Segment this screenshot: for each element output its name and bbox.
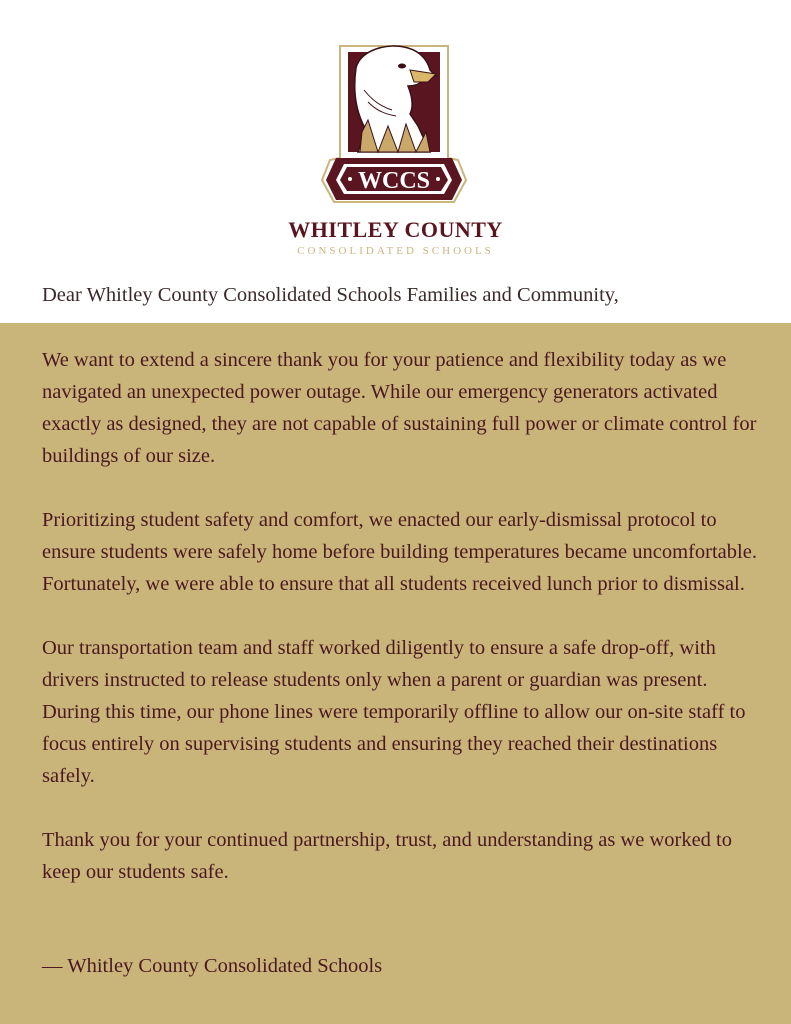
- logo-initials: WCCS: [357, 168, 431, 194]
- paragraph: Prioritizing student safety and comfort, we enacted our early-dismissal protocol to ensure students were safely home before building temperatures became uncomfortable. Fortunately, we were able to ensure that all students received lunch prior to dismissal.: [42, 509, 757, 595]
- signature: — Whitley County Consolidated Schools: [42, 955, 383, 977]
- letter-body: [42, 344, 758, 920]
- org-subtitle: CONSOLIDATED SCHOOLS: [297, 245, 494, 257]
- school-logo: [318, 40, 470, 212]
- paragraph: Thank you for your continued partnership, trust, and understanding as we worked to keep our students safe.: [42, 829, 733, 883]
- org-name: WHITLEY COUNTY: [288, 217, 503, 242]
- salutation: Dear Whitley County Consolidated Schools Families and Community,: [42, 284, 619, 306]
- paragraph: We want to extend a sincere thank you for your patience and flexibility today as we navigated an unexpected power outage. While our emergency generators activated exactly as designed, they are not capable of sustaining full power or climate control for buildings of our size.: [42, 349, 757, 467]
- paragraph: Our transportation team and staff worked diligently to ensure a safe drop-off, with drivers instructed to release students only when a parent or guardian was present. During this time, our phone lines were temporarily offline to allow our on-site staff to focus entirely on supervising students and ensuring they reached their destinations safely.: [42, 637, 746, 787]
